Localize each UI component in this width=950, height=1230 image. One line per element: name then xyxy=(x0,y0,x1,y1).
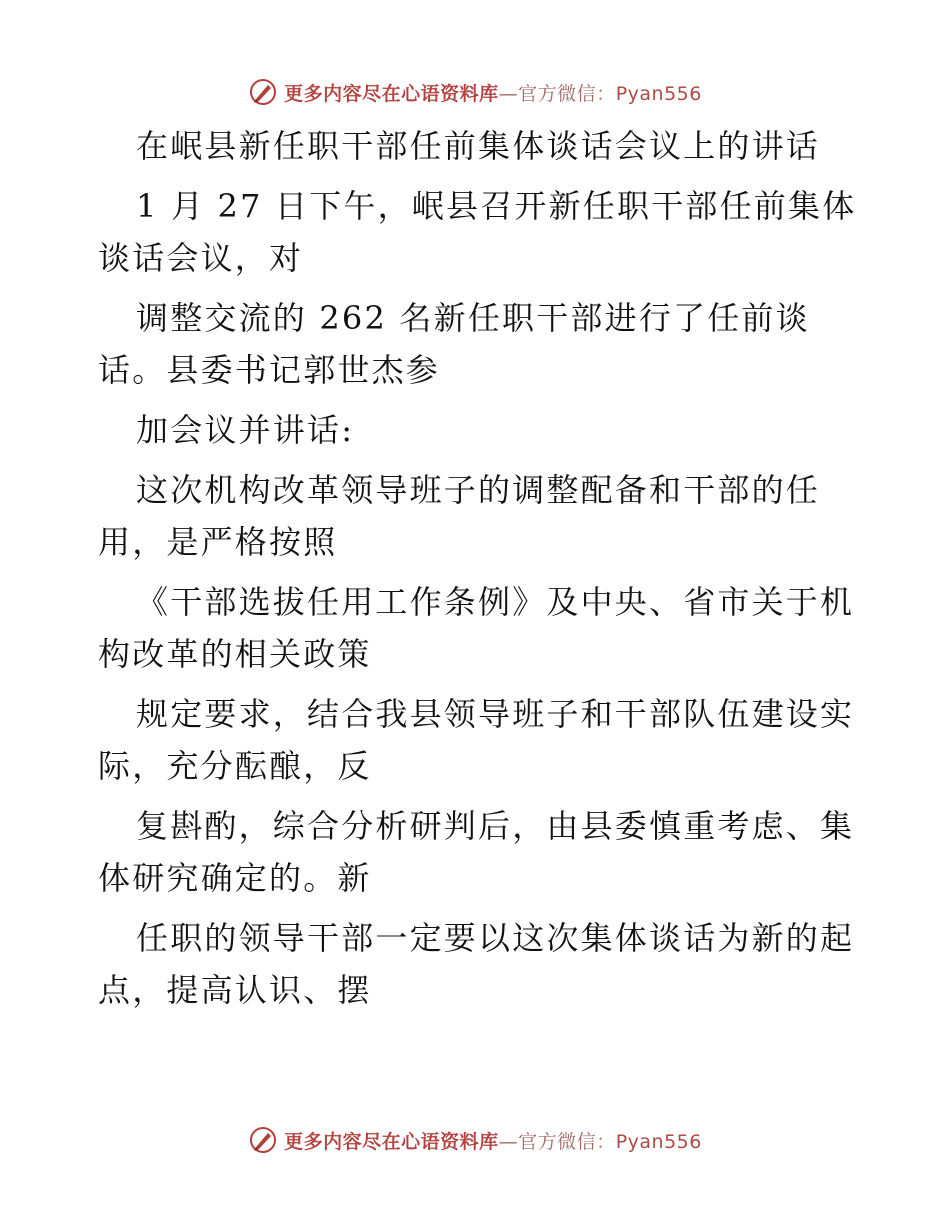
text-line: 规定要求，结合我县领导班子和干部队伍建设实 xyxy=(136,695,855,733)
watermark-separator: —官方微信： xyxy=(498,82,616,105)
text-line: 《干部选拔任用工作条例》及中央、省市关于机 xyxy=(136,583,855,621)
document-title: 在岷县新任职干部任前集体谈话会议上的讲话 xyxy=(136,127,821,165)
watermark-brand: 更多内容尽在心语资料库 xyxy=(284,1130,499,1153)
footer-watermark xyxy=(0,1120,950,1160)
text-line: 谈话会议，对 xyxy=(98,239,304,277)
pen-circle-logo-icon xyxy=(248,1125,278,1155)
text-line: 体研究确定的。新 xyxy=(98,859,372,897)
text-line: 构改革的相关政策 xyxy=(98,635,372,673)
watermark-text xyxy=(284,1127,702,1154)
pen-circle-logo-icon xyxy=(248,77,278,107)
text-line: 任职的领导干部一定要以这次集体谈话为新的起 xyxy=(136,919,855,957)
watermark-wechat-id: Pyan556 xyxy=(615,82,702,105)
document-body xyxy=(98,120,858,1016)
text-line: 话。县委书记郭世杰参 xyxy=(98,351,441,389)
watermark-text xyxy=(284,79,702,106)
text-line: 点，提高认识、摆 xyxy=(98,971,372,1009)
text-line: 复斟酌，综合分析研判后，由县委慎重考虑、集 xyxy=(136,807,855,845)
text-line: 1 月 27 日下午，岷县召开新任职干部任前集体 xyxy=(136,187,857,225)
text-line: 调整交流的 262 名新任职干部进行了任前谈 xyxy=(136,299,810,337)
watermark-separator: —官方微信： xyxy=(498,1130,616,1153)
text-line: 加会议并讲话: xyxy=(136,411,355,449)
header-watermark xyxy=(0,72,950,112)
text-line: 用，是严格按照 xyxy=(98,523,338,561)
watermark-wechat-id: Pyan556 xyxy=(615,1130,702,1153)
watermark-brand: 更多内容尽在心语资料库 xyxy=(284,82,499,105)
text-line: 这次机构改革领导班子的调整配备和干部的任 xyxy=(136,471,821,509)
text-line: 际，充分酝酿，反 xyxy=(98,747,372,785)
